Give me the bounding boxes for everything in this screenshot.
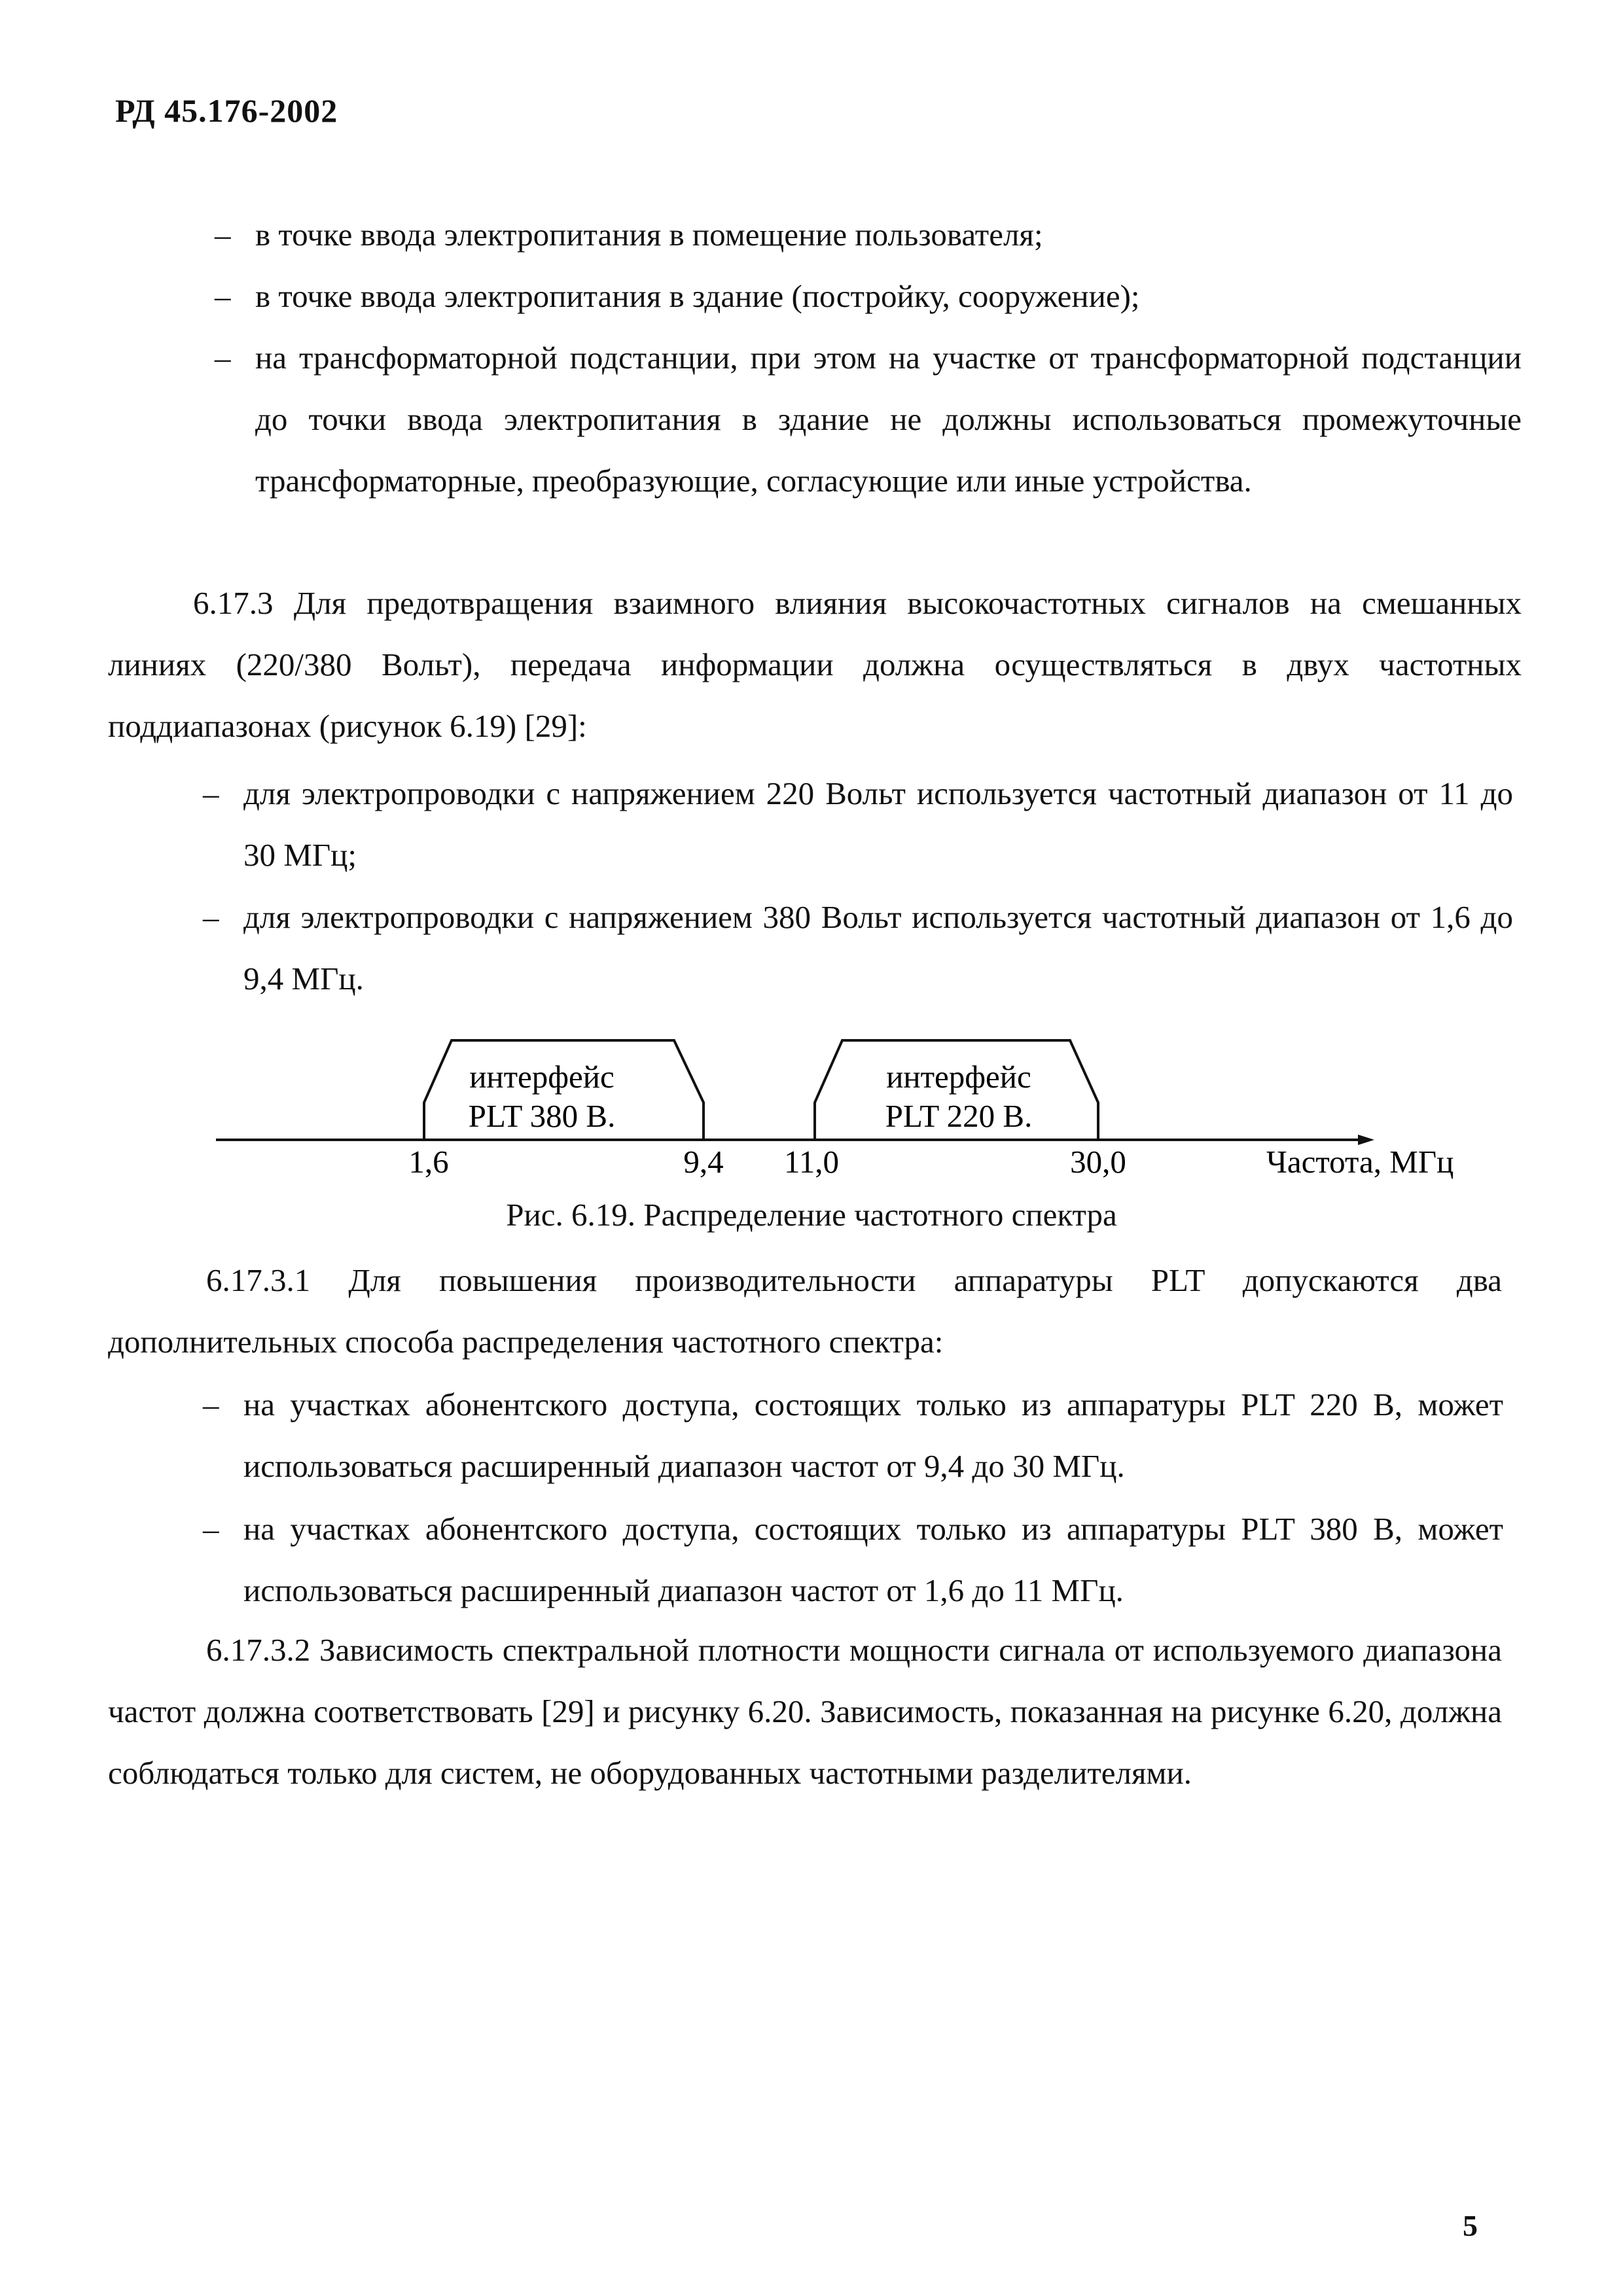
interface-220-label-line1: интерфейс	[886, 1059, 1031, 1095]
list-item: для электропроводки с напряжением 220 Вольт используется частотный диапазон от 11 до 30 МГц;	[243, 775, 1513, 873]
paragraph-6-17-3: 6.17.3 Для предотвращения взаимного влияния высокочастотных сигналов на смешанных линиях (220/380 Вольт), передача информации должна осуществляться в двух частотных поддиапазонах (рисунок 6.19) [29]:	[108, 585, 1522, 744]
list-item: на участках абонентского доступа, состоящих только из аппаратуры PLT 380 В, может использоваться расширенный диапазон частот от 1,6 до 11 МГц.	[243, 1511, 1503, 1608]
axis-label: Частота, МГц	[1266, 1144, 1454, 1180]
list-item: в точке ввода электропитания в здание (постройку, сооружение);	[255, 278, 1140, 314]
tick-label: 30,0	[1070, 1144, 1126, 1180]
list-bullet: –	[203, 1511, 219, 1547]
list-bullet: –	[215, 217, 231, 253]
list-bullet: –	[203, 775, 219, 811]
document-code: РД 45.176-2002	[115, 92, 338, 129]
page-number: 5	[1463, 2209, 1478, 2242]
list-item: для электропроводки с напряжением 380 Вольт используется частотный диапазон от 1,6 до 9,4 МГц.	[243, 899, 1513, 997]
interface-380-label-line2: PLT 380 В.	[468, 1098, 616, 1134]
paragraph-6-17-3-2: 6.17.3.2 Зависимость спектральной плотности мощности сигнала от используемого диапазона частот должна соответствовать [29] и рисунку 6.20. Зависимость, показанная на рисунке 6.20, должна соблюдаться только для систем, не оборудованных частотными разделителями.	[108, 1632, 1502, 1791]
interface-380-label-line1: интерфейс	[469, 1059, 615, 1095]
interface-220-label-line2: PLT 220 В.	[885, 1098, 1033, 1134]
list-bullet: –	[215, 278, 231, 314]
list-item: на трансформаторной подстанции, при этом на участке от трансформаторной подстанции до точки ввода электропитания в здание не должны использоваться промежуточные трансформаторные, преобразующие, согласующие или иные устройства.	[255, 340, 1522, 499]
tick-label: 1,6	[408, 1144, 449, 1180]
list-bullet: –	[203, 1386, 219, 1422]
frequency-spectrum-figure	[0, 1021, 1623, 1191]
list-item: на участках абонентского доступа, состоящих только из аппаратуры PLT 220 В, может использоваться расширенный диапазон частот от 9,4 до 30 МГц.	[243, 1386, 1503, 1484]
list-item: в точке ввода электропитания в помещение пользователя;	[255, 217, 1043, 253]
list-bullet: –	[215, 340, 231, 376]
tick-label: 11,0	[784, 1144, 839, 1180]
figure-caption: Рис. 6.19. Распределение частотного спектра	[506, 1197, 1117, 1233]
tick-label: 9,4	[683, 1144, 724, 1180]
list-bullet: –	[203, 899, 219, 935]
paragraph-6-17-3-1: 6.17.3.1 Для повышения производительности аппаратуры PLT допускаются два дополнительных способа распределения частотного спектра:	[108, 1262, 1502, 1360]
